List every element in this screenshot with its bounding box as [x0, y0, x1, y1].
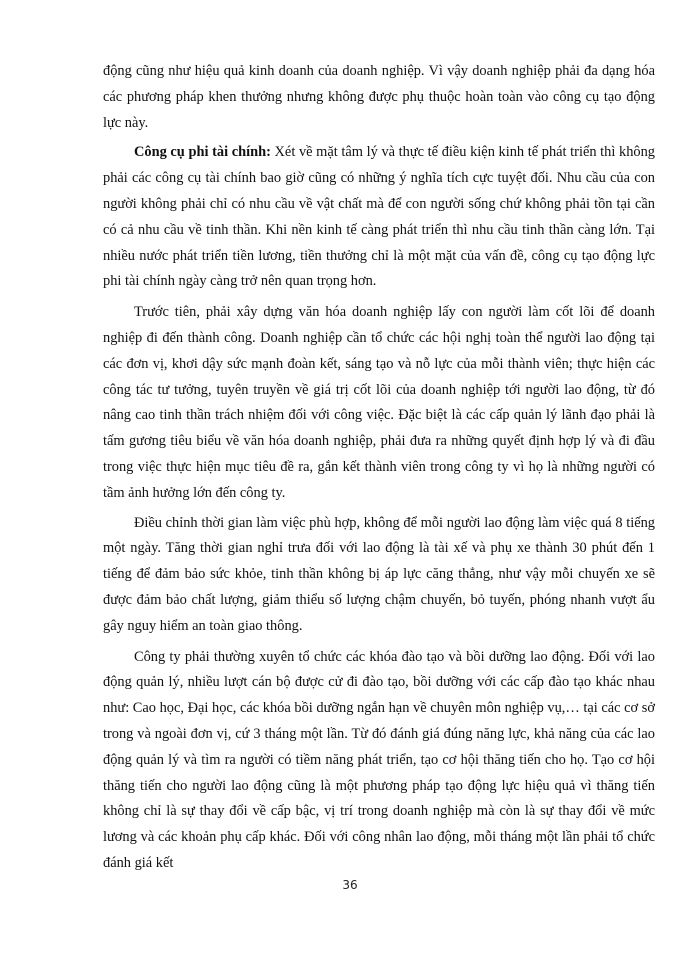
paragraph-text: động cũng như hiệu quả kinh doanh của doanh nghiệp. Vì vậy doanh nghiệp phải đa dạng hóa các phương pháp khen thưởng nhưng không được phụ thuộc hoàn toàn vào công cụ tạo động lực này.: [103, 63, 655, 131]
paragraph-corporate-culture: [103, 300, 655, 506]
paragraph-text: Điều chỉnh thời gian làm việc phù hợp, không để mỗi người lao động làm việc quá 8 tiếng một ngày. Tăng thời gian nghỉ trưa đối với lao động là tài xế và phụ xe thành 30 phút đến 1 tiếng để đảm bảo sức khỏe, tinh thần không bị áp lực căng thẳng, như vậy mỗi chuyến xe sẽ được đảm bảo chất lượng, giảm thiểu số lượng chậm chuyến, bỏ tuyến, phóng nhanh vượt ẩu gây nguy hiểm an toàn giao thông.: [103, 514, 655, 634]
page-number: 36: [342, 878, 358, 892]
paragraph-text: Xét về mặt tâm lý và thực tế điều kiện kinh tế phát triển thì không phải các công cụ tài chính bao giờ cũng có những ý nghĩa tích cực tuyệt đối. Nhu cầu của con người không phải chỉ có nhu cầu về vật chất mà để con người sống chứ không phải tồn tại cần có cả nhu cầu về tinh thần. Khi nền kinh tế càng phát triển thì nhu cầu tinh thần càng lớn. Tại nhiều nước phát triển tiền lương, tiền thưởng chỉ là một mặt của vấn đề, công cụ tạo động lực phi tài chính ngày càng trở nên quan trọng hơn.: [103, 144, 655, 290]
paragraph-text: Công ty phải thường xuyên tổ chức các khóa đào tạo và bồi dưỡng lao động. Đối với lao động quản lý, nhiều lượt cán bộ được cử đi đào tạo, bồi dưỡng với các cấp đào tạo khác nhau như: Cao học, Đại học, các khóa bồi dưỡng ngắn hạn về chuyên môn nghiệp vụ,… tại các cơ sở trong và ngoài đơn vị, cứ 3 tháng một lần. Từ đó đánh giá đúng năng lực, khả năng của các lao động quản lý và tìm ra người có tiềm năng phát triển, tạo cơ hội thăng tiến cho họ. Tạo cơ hội thăng tiến cho người lao động cũng là một phương pháp tạo động lực hiệu quả vì thăng tiến không chỉ là sự thay đổi về cấp bậc, vị trí trong doanh nghiệp mà còn là sự thay đổi về mức lương và các khoản phụ cấp khác. Đối với công nhân lao động, mỗi tháng một lần phải tổ chức đánh giá kết: [103, 648, 655, 871]
paragraph-continuation: [103, 59, 655, 136]
paragraph-text: Trước tiên, phải xây dựng văn hóa doanh nghiệp lấy con người làm cốt lõi để doanh nghiệp đi đến thành công. Doanh nghiệp cần tổ chức các hội nghị toàn thể người lao động tại các đơn vị, khơi dậy sức mạnh đoàn kết, sáng tạo và nỗ lực của mỗi thành viên; thực hiện các công tác tư tưởng, tuyên truyền về giá trị cốt lõi của doanh nghiệp tới người lao động, từ đó nâng cao tinh thần trách nhiệm đối với công việc. Đặc biệt là các cấp quản lý lãnh đạo phải là tấm gương tiêu biểu về văn hóa doanh nghiệp, phải đưa ra những quyết định hợp lý và đi đầu trong việc thực hiện mục tiêu đề ra, gắn kết thành viên trong công ty vì họ là những người có tầm ảnh hưởng lớn đến công ty.: [103, 304, 655, 501]
body-text: [103, 59, 655, 877]
paragraph-lead-heading: Công cụ phi tài chính:: [134, 144, 271, 161]
paragraph-training: [103, 645, 655, 877]
paragraph-working-time: [103, 511, 655, 640]
paragraph-non-financial-tools: [103, 140, 655, 295]
